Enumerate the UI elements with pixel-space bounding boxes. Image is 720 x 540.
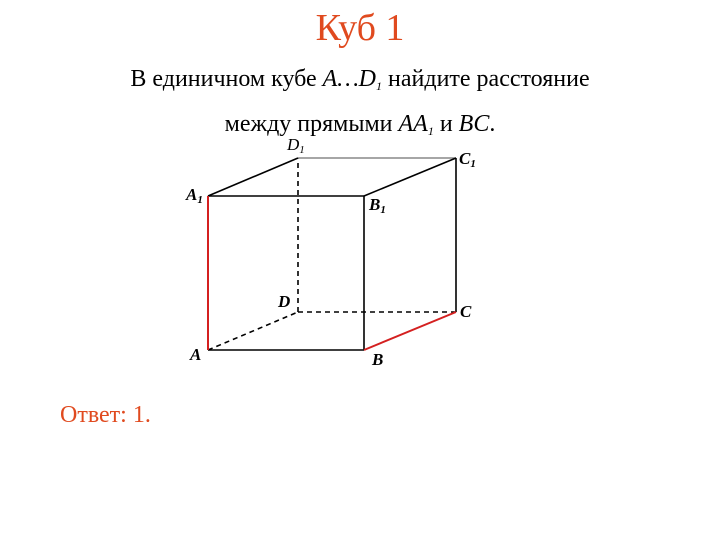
problem-conjunction: и — [433, 111, 459, 137]
page-title: Куб 1 — [315, 7, 405, 49]
edge-BC-highlight — [364, 312, 456, 350]
edge-A1D1 — [208, 158, 298, 196]
problem-text-line1: В единичном кубе — [130, 66, 323, 92]
cube-name: $A\dots D_1$ — [322, 66, 383, 93]
vertex-label-C1: C1 — [459, 149, 476, 170]
line-bc: BC — [458, 111, 490, 137]
problem-statement: В единичном кубе $A\dots D_1$ найдите расстояние между прямыми $AA_1$ и BC. — [130, 66, 590, 138]
vertex-label-D1: D1 — [287, 135, 305, 156]
vertex-label-A: A — [190, 345, 202, 364]
vertex-label-B: B — [372, 350, 384, 369]
problem-text-line2: между прямыми — [224, 111, 399, 137]
edge-AD — [208, 312, 298, 350]
vertex-label-A1: A1 — [186, 185, 203, 206]
line-aa1: $AA_1$ — [398, 111, 434, 138]
vertex-label-B1: B1 — [369, 195, 386, 216]
edge-B1C1 — [364, 158, 456, 196]
vertex-label-D: D — [278, 292, 291, 311]
vertex-label-C: C — [460, 302, 472, 321]
problem-text-line1-end: найдите расстояние — [382, 66, 590, 92]
answer-text: Ответ: 1. — [60, 402, 151, 428]
